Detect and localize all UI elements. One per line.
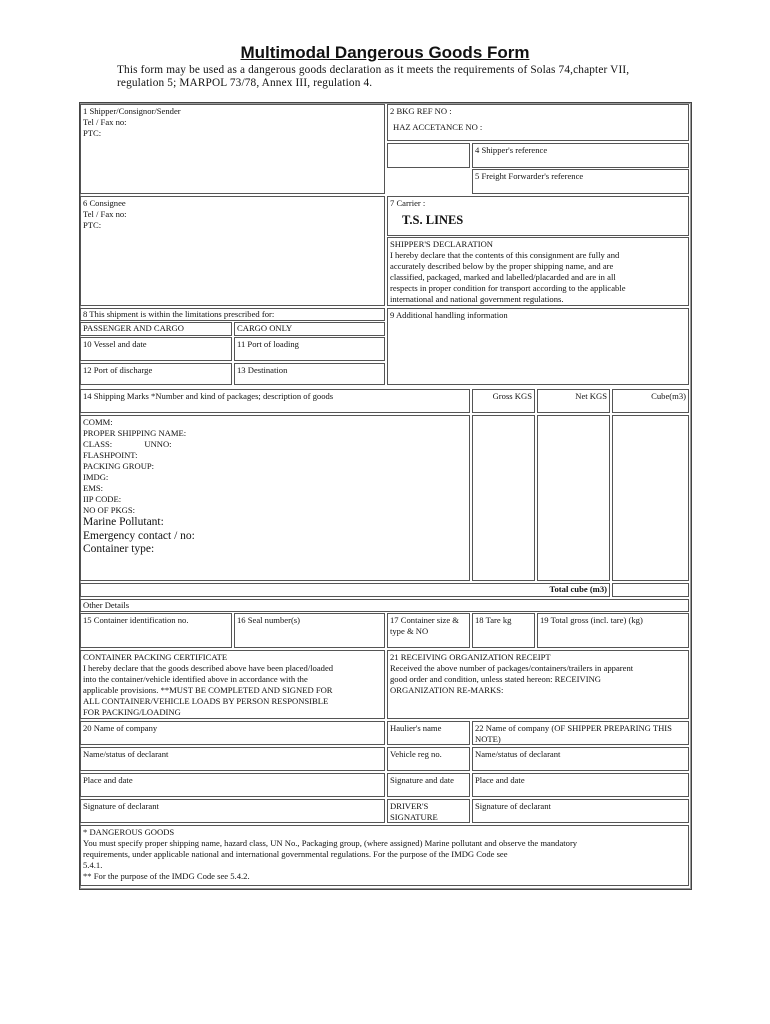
packing-certificate-line: into the container/vehicle identified above in accordance with the xyxy=(83,674,308,684)
destination-box[interactable] xyxy=(234,363,385,385)
name-status-left-label: Name/status of declarant xyxy=(83,749,169,759)
shipper-declaration-line: I hereby declare that the contents of this consignment are fully and xyxy=(390,250,620,260)
handling-box[interactable] xyxy=(387,308,689,385)
cargo-only-label: CARGO ONLY xyxy=(237,323,293,333)
shipper-declaration-heading: SHIPPER'S DECLARATION xyxy=(390,239,494,249)
cube-value-box[interactable] xyxy=(612,415,689,581)
driver-signature-box[interactable] xyxy=(387,799,470,823)
total-cube-row xyxy=(80,583,610,597)
total-cube-value-box[interactable] xyxy=(612,583,689,597)
goods-line: COMM: xyxy=(83,417,113,427)
receiving-receipt-line: Received the above number of packages/containers/trailers in apparent xyxy=(390,663,634,673)
shipping-marks-header xyxy=(80,389,470,413)
signature-left-label: Signature of declarant xyxy=(83,801,159,811)
shipping-marks-label: 14 Shipping Marks *Number and kind of packages; description of goods xyxy=(83,391,334,401)
tare-label: 18 Tare kg xyxy=(475,615,512,625)
destination-label: 13 Destination xyxy=(237,365,288,375)
consignee-ptc: PTC: xyxy=(83,220,102,230)
container-size-box[interactable] xyxy=(387,613,470,648)
port-loading-label: 11 Port of loading xyxy=(237,339,299,349)
shipper-declaration-line: classified, packaged, marked and labelled/placarded and are in all xyxy=(390,272,616,282)
other-details-label: Other Details xyxy=(83,600,130,610)
company22-box[interactable] xyxy=(472,721,689,745)
emergency-contact-line: Emergency contact / no: xyxy=(83,529,195,542)
goods-line: PROPER SHIPPING NAME: xyxy=(83,428,187,438)
packing-certificate-line: I hereby declare that the goods described above have been placed/loaded xyxy=(83,663,334,673)
receiving-receipt-line: good order and condition, unless stated hereon: RECEIVING xyxy=(390,674,601,684)
vessel-label: 10 Vessel and date xyxy=(83,339,147,349)
cargo-only-option[interactable] xyxy=(234,322,385,336)
net-value-box[interactable] xyxy=(537,415,610,581)
form-title: Multimodal Dangerous Goods Form xyxy=(240,43,530,62)
carrier-label: 7 Carrier : xyxy=(390,198,426,208)
goods-line: IMDG: xyxy=(83,472,109,482)
goods-line: EMS: xyxy=(83,483,104,493)
shipper-declaration-line: respects in proper condition for transport according to the applicable xyxy=(390,283,626,293)
passenger-cargo-label: PASSENGER AND CARGO xyxy=(83,323,184,333)
packing-certificate-box xyxy=(80,650,385,719)
signature-date-label: Signature and date xyxy=(390,775,454,785)
signature-right-label: Signature of declarant xyxy=(475,801,551,811)
shipper-declaration-box xyxy=(387,237,689,306)
intro-text: This form may be used as a dangerous goods declaration as it meets the requirements of Solas 74,chapter VII, regulation 5; MARPOL 73/78, Annex III, regulation 4. xyxy=(117,64,630,89)
footer-notes xyxy=(80,825,689,886)
place-date-right-box[interactable] xyxy=(472,773,689,797)
gross-header xyxy=(472,389,535,413)
goods-line: PACKING GROUP: xyxy=(83,461,155,471)
total-gross-label: 19 Total gross (incl. tare) (kg) xyxy=(540,615,643,625)
bkg-ref-label: 2 BKG REF NO : xyxy=(390,106,452,116)
gross-value-box[interactable] xyxy=(472,415,535,581)
footer-line: ** For the purpose of the IMDG Code see 5.4.2. xyxy=(83,871,250,881)
receiving-receipt-box xyxy=(387,650,689,719)
name-status-right-label: Name/status of declarant xyxy=(475,749,561,759)
receiving-receipt-heading: 21 RECEIVING ORGANIZATION RECEIPT xyxy=(390,652,551,662)
place-date-right-label: Place and date xyxy=(475,775,525,785)
packing-certificate-line: applicable provisions. **MUST BE COMPLETED AND SIGNED FOR xyxy=(83,685,333,695)
haulier-label: Haulier's name xyxy=(390,723,442,733)
packing-certificate-line: FOR PACKING/LOADING xyxy=(83,707,181,717)
company20-box[interactable] xyxy=(80,721,385,745)
shipper-box[interactable] xyxy=(80,104,385,194)
shipper-declaration-line: international and national government regulations. xyxy=(390,294,564,304)
port-loading-box[interactable] xyxy=(234,337,385,361)
goods-line: CLASS: UNNO: xyxy=(83,439,172,449)
net-header xyxy=(537,389,610,413)
marine-pollutant-line: Marine Pollutant: xyxy=(83,516,164,528)
goods-line: NO OF PKGS: xyxy=(83,505,136,515)
other-details-row xyxy=(80,599,689,612)
total-cube-label: Total cube (m3) xyxy=(549,584,607,594)
freight-reference-box[interactable] xyxy=(472,169,689,194)
consignee-tel: Tel / Fax no: xyxy=(83,209,127,219)
company22-label: 22 Name of company (OF SHIPPER PREPARING THIS NOTE) xyxy=(475,723,672,744)
bkg-box[interactable] xyxy=(387,104,689,141)
container-type-line: Container type: xyxy=(83,543,155,555)
footer-line: You must specify proper shipping name, hazard class, UN No., Packaging group, (where assigned) Marine pollutant and observe the mandatory xyxy=(83,838,578,848)
container-id-box[interactable] xyxy=(80,613,232,648)
shipper-tel: Tel / Fax no: xyxy=(83,117,127,127)
place-date-left-label: Place and date xyxy=(83,775,133,785)
total-gross-box[interactable] xyxy=(537,613,689,648)
limitations-label: 8 This shipment is within the limitations prescribed for: xyxy=(83,309,275,319)
shipper-reference-box[interactable] xyxy=(472,143,689,168)
goods-line: FLASHPOINT: xyxy=(83,450,138,460)
cube-label: Cube(m3) xyxy=(651,391,686,401)
haz-acceptance-label: HAZ ACCETANCE NO : xyxy=(393,122,483,132)
goods-line: IIP CODE: xyxy=(83,494,122,504)
passenger-cargo-option[interactable] xyxy=(80,322,232,336)
packing-certificate-line: ALL CONTAINER/VEHICLE LOADS BY PERSON RESPONSIBLE xyxy=(83,696,329,706)
driver-signature-label: DRIVER'S SIGNATURE xyxy=(390,801,438,822)
shipper-declaration-line: accurately described below by the proper shipping name, and are xyxy=(390,261,614,271)
shipper-label: 1 Shipper/Consignor/Sender xyxy=(83,106,181,116)
container-id-label: 15 Container identification no. xyxy=(83,615,189,625)
vessel-box[interactable] xyxy=(80,337,232,361)
cube-header xyxy=(612,389,689,413)
carrier-value: T.S. LINES xyxy=(402,213,464,227)
gross-label: Gross KGS xyxy=(492,391,532,401)
carrier-box[interactable] xyxy=(387,196,689,236)
port-discharge-box[interactable] xyxy=(80,363,232,385)
net-label: Net KGS xyxy=(575,391,607,401)
signature-left-box[interactable] xyxy=(80,799,385,823)
shipper-reference-label: 4 Shipper's reference xyxy=(475,145,548,155)
vehicle-reg-label: Vehicle reg no. xyxy=(390,749,442,759)
company20-label: 20 Name of company xyxy=(83,723,158,733)
port-discharge-label: 12 Port of discharge xyxy=(83,365,153,375)
consignee-label: 6 Consignee xyxy=(83,198,126,208)
name-status-left-box[interactable] xyxy=(80,747,385,771)
haulier-box[interactable] xyxy=(387,721,470,745)
signature-date-box[interactable] xyxy=(387,773,470,797)
footer-line: requirements, under applicable national and international governmental regulations. For the purpose of the IMDG Code see xyxy=(83,849,508,859)
tare-box[interactable] xyxy=(472,613,535,648)
name-status-right-box[interactable] xyxy=(472,747,689,771)
seal-box[interactable] xyxy=(234,613,385,648)
shipper-ptc: PTC: xyxy=(83,128,102,138)
limitations-box xyxy=(80,308,385,321)
place-date-left-box[interactable] xyxy=(80,773,385,797)
handling-label: 9 Additional handling information xyxy=(390,310,508,320)
seal-label: 16 Seal number(s) xyxy=(237,615,301,625)
signature-right-box[interactable] xyxy=(472,799,689,823)
packing-certificate-heading: CONTAINER PACKING CERTIFICATE xyxy=(83,652,228,662)
receiving-receipt-line: ORGANIZATION RE-MARKS: xyxy=(390,685,504,695)
vehicle-reg-box[interactable] xyxy=(387,747,470,771)
consignee-box[interactable] xyxy=(80,196,385,306)
footer-line: 5.4.1. xyxy=(83,860,103,870)
goods-description-box[interactable] xyxy=(80,415,470,581)
freight-reference-label: 5 Freight Forwarder's reference xyxy=(475,171,584,181)
ref-blank-box[interactable] xyxy=(387,143,470,168)
footer-line: * DANGEROUS GOODS xyxy=(83,827,175,837)
container-size-label: 17 Container size & type & NO xyxy=(390,615,459,636)
